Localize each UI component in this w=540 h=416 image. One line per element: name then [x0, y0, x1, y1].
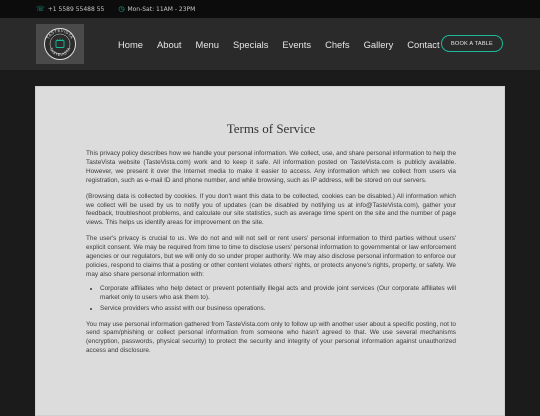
opening-hours: Mon-Sat: 11AM - 23PM: [127, 5, 196, 13]
paragraph-2: (Browsing data is collected by cookies. If you don't want this data to be collected, cookies can be disabled.) All information which we collect will be used by us to notify you of updates (can be disabled by notifying us at info@TasteVista.com), gather your feedback, troubleshoot problems, and calculate our site statistics, such as average time spent on the site and the number of page views. This helps us identify areas for improvement on the site.: [86, 192, 456, 227]
main-nav: [118, 18, 454, 70]
paragraph-1: This privacy policy describes how we handle your personal information. We collect, use, and share personal information to help the TasteVista website (TasteVista.com) work and to keep it safe. All information posted on TasteVista.com is publicly available. However, we present it over the Internet media to make it easier to access. Any information which we collect from users via registration, such as e-mail ID and phone number, and while browsing, such as IP address, will be stored on our servers.: [86, 150, 456, 184]
list-item: • Service providers who assist with our business operations.: [100, 305, 456, 314]
site-logo[interactable]: [36, 24, 84, 64]
page-title: Terms of Service: [226, 121, 316, 136]
paragraph-3: The user's privacy is crucial to us. We do not and will not sell or rent users' personal information to third parties without users' explicit consent. We may be required from time to time to disclose users' personal information to governmental or law enforcement agencies or our regulators, but we will only do so under proper authority. We may also disclose personal information to enforce our policies, respond to claims that a posting or other content violates others' rights, or protects anyone's rights, property, or safety. We may also share personal information with:: [86, 235, 456, 278]
hours-info: [118, 6, 195, 13]
terms-card: [35, 86, 505, 416]
nav-home[interactable]: Home: [118, 38, 144, 50]
phone-info: [36, 6, 104, 13]
sharing-list: [86, 285, 456, 314]
nav-events[interactable]: Events: [282, 38, 312, 50]
list-item: • Corporate affiliates who help detect or prevent potentially illegal acts and provide joint services (Our corporate affiliates will market only to users who ask them to).: [100, 285, 456, 303]
nav-chefs[interactable]: Chefs: [325, 38, 350, 50]
terms-content: [86, 150, 456, 363]
nav-contact[interactable]: Contact: [407, 38, 440, 50]
clock-icon: ◷: [118, 4, 125, 13]
site-header: [0, 18, 540, 70]
top-info-bar: [0, 0, 540, 19]
nav-gallery[interactable]: Gallery: [363, 38, 394, 50]
phone-number: +1 5589 55488 55: [47, 5, 105, 13]
paragraph-4: You may use personal information gathered from TasteVista.com only to follow up with another user about a specific posting, not to send spam/phishing or collect personal information from someone who hasn't agreed to that. We use several mechanisms (encryption, passwords, physical security) to protect the security and integrity of your personal information against unauthorized access and disclosure.: [86, 320, 456, 355]
logo-text-bottom: TASTEVISTA: [48, 46, 72, 58]
phone-icon: ☏: [36, 4, 45, 13]
nav-about[interactable]: About: [157, 38, 182, 50]
book-table-button[interactable]: BOOK A TABLE: [441, 35, 503, 52]
logo-emblem: [43, 27, 77, 61]
nav-menu[interactable]: Menu: [195, 38, 219, 50]
logo-text-top: TASTEVISTA: [45, 27, 75, 40]
nav-specials[interactable]: Specials: [232, 38, 269, 50]
